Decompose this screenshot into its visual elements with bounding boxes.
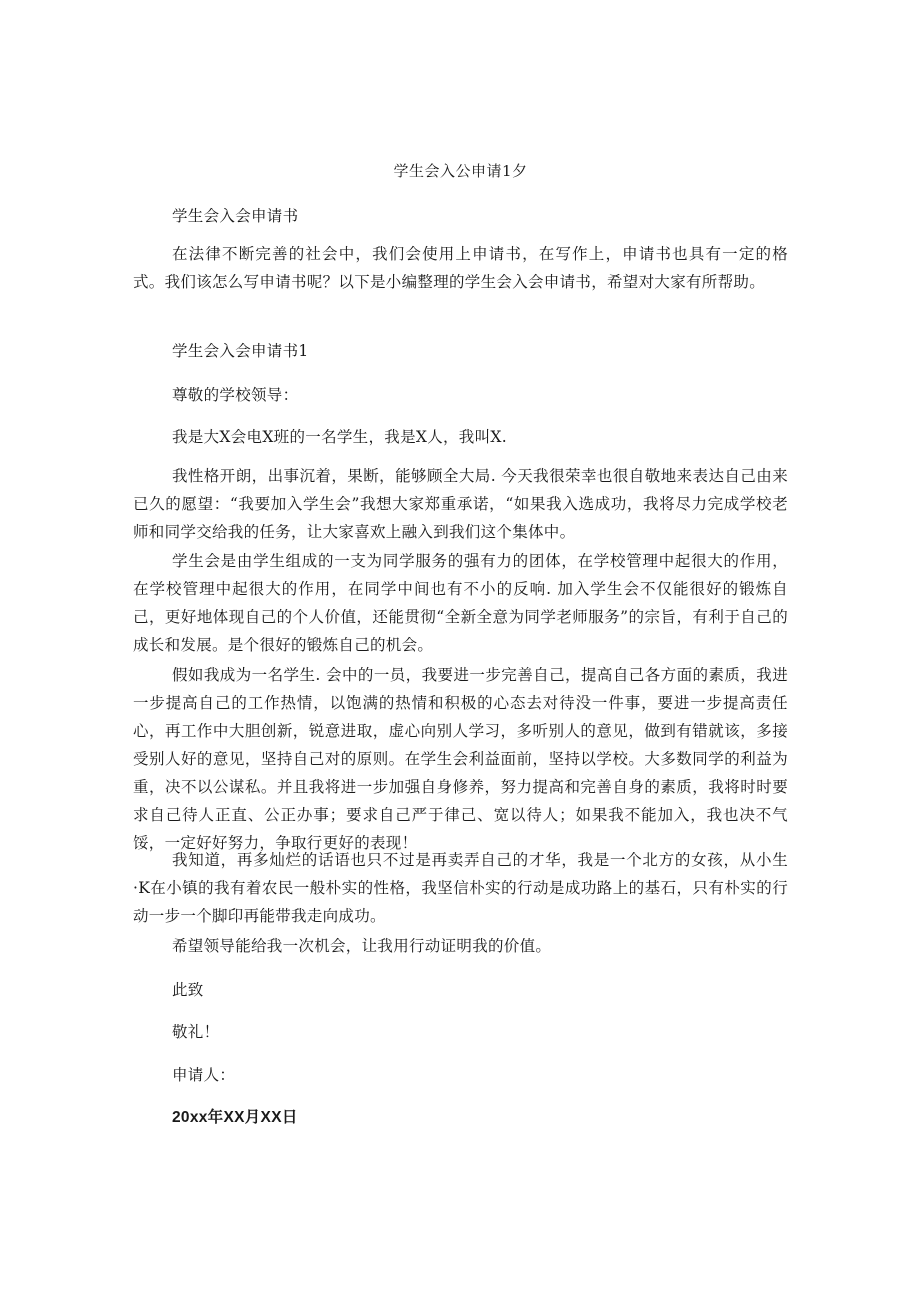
date-line: 20xx年XX月XX日 [172,1109,298,1126]
subheading: 学生会入会申请书1 [172,342,309,360]
body-paragraph: 我性格开朗，出事沉着，果断，能够顾全大局. 今天我很荣幸也很自敬地来表达自己由来已久的愿望：“我要加入学生会”我想大家郑重承诺，“如果我入选成功，我将尽力完成学校老师和同学交给我的任务，让大家喜欢上融入到我们这个集体中。 [133,467,788,541]
closing-salute: 敬礼！ [172,1023,220,1041]
body-paragraph: 我是大X会电X班的一名学生，我是X人，我叫X. [172,428,507,446]
document-title: 学生会入公申请1夕 [393,162,528,180]
body-paragraph: 希望领导能给我一次机会，让我用行动证明我的价值。 [172,937,552,955]
intro-paragraph: 在法律不断完善的社会中，我们会使用上申请书，在写作上，申请书也具有一定的格式。我们该怎么写申请书呢？以下是小编整理的学生会入会申请书，希望对大家有所帮助。 [133,245,788,291]
signer-label: 申请人： [172,1066,236,1084]
salutation: 尊敬的学校领导： [172,386,299,404]
body-paragraph: 我知道，再多灿烂的话语也只不过是再卖弄自己的才华，我是一个北方的女孩，从小生·K在小镇的我有着农民一般朴实的性格，我坚信朴实的行动是成功路上的基石，只有朴实的行动一步一个脚印再能带我走向成功。 [133,851,788,925]
body-paragraph: 学生会是由学生组成的一支为同学服务的强有力的团体，在学校管理中起很大的作用，在学校管理中起很大的作用，在同学中间也有不小的反响. 加入学生会不仅能很好的锻炼自己，更好地体现自己的个人价值，还能贯彻“全新全意为同学老师服务”的宗旨，有利于自己的成长和发展。是个很好的锻炼自己的机会。 [133,552,788,654]
closing-line: 此致 [172,981,204,999]
heading: 学生会入会申请书 [172,207,299,225]
body-paragraph: 假如我成为一名学生. 会中的一员，我要进一步完善自己，提高自己各方面的素质，我进一步提高自己的工作热情，以饱满的热情和积极的心态去对待没一件事，要进一步提高责任心，再工作中大胆创新，锐意进取，虚心向别人学习，多听别人的意见，做到有错就该，多接受别人好的意见，坚持自己对的原则。在学生会利益面前，坚持以学校。大多数同学的利益为重，决不以公谋私。并且我将进一步加强自身修养，努力提高和完善自身的素质，我将时时要求自己待人正直、公正办事；要求自己严于律己、宽以待人；如果我不能加入，我也决不气馁，一定好好努力，争取行更好的表现！ [133,666,788,852]
